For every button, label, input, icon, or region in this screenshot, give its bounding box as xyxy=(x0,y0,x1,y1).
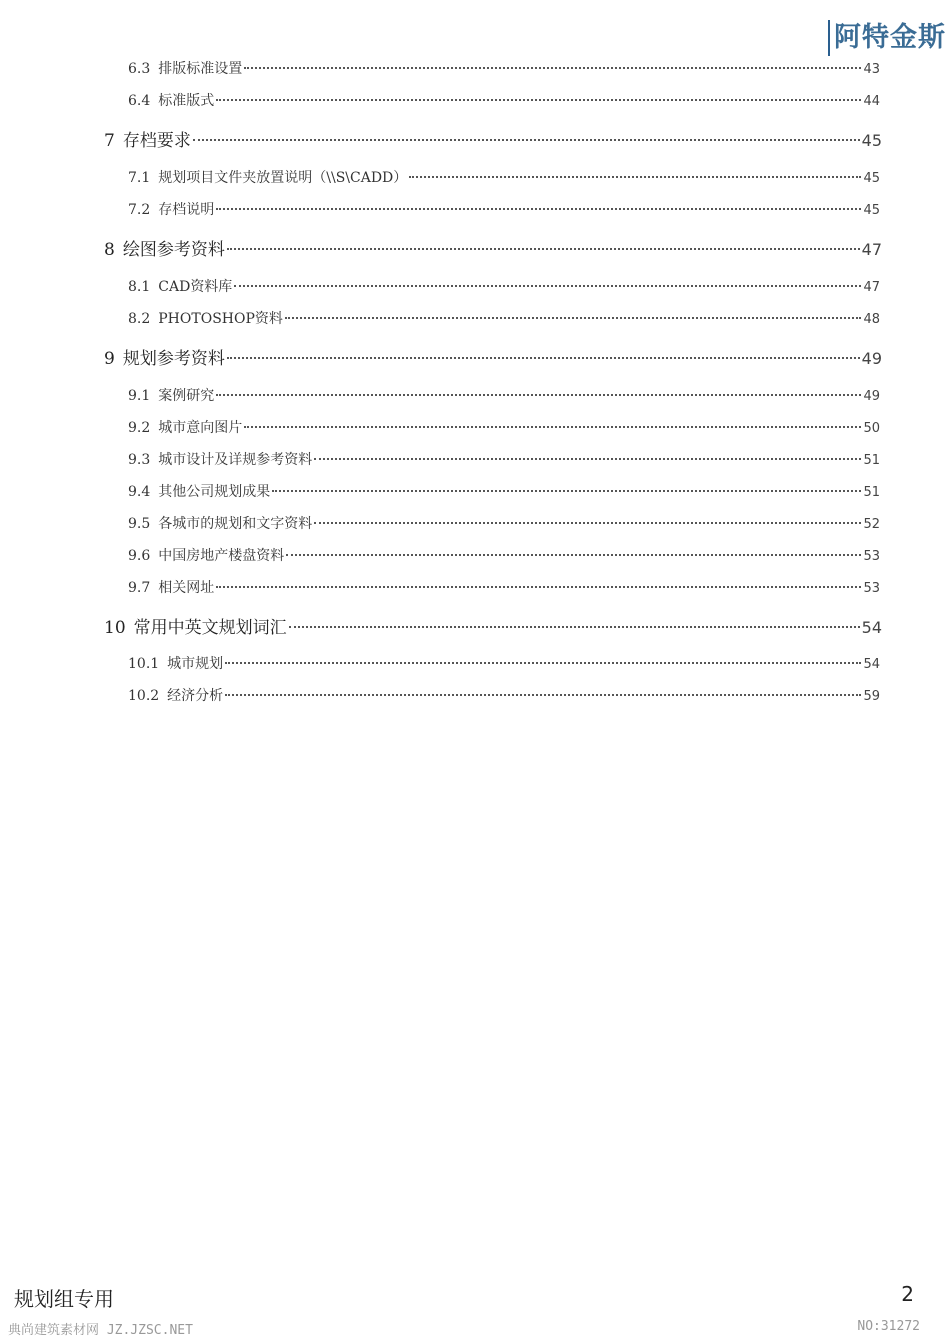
dot-leader xyxy=(216,99,861,101)
dot-leader xyxy=(314,522,861,524)
dot-leader xyxy=(216,586,861,588)
dot-leader xyxy=(216,394,861,396)
toc-entry-number: 6.4 xyxy=(128,93,151,109)
toc-entry-page: 51 xyxy=(863,485,880,500)
toc-entry-label xyxy=(128,276,232,296)
toc-entry-title: PHOTOSHOP资料 xyxy=(158,311,283,327)
toc-entry-page: 49 xyxy=(863,389,880,404)
dot-leader xyxy=(225,662,861,664)
toc-entry-title: 常用中英文规划词汇 xyxy=(133,618,287,638)
toc-entry-number: 7.2 xyxy=(128,202,151,218)
dot-leader xyxy=(285,317,862,319)
toc-entry-number: 9.6 xyxy=(128,548,151,564)
toc-section-entry[interactable] xyxy=(128,90,880,110)
dot-leader xyxy=(409,176,861,178)
toc-entry-label xyxy=(128,685,223,705)
toc-entry-page: 52 xyxy=(863,517,880,532)
toc-chapter-entry[interactable] xyxy=(104,613,882,638)
toc-entry-page: 47 xyxy=(863,280,880,295)
toc-entry-label xyxy=(128,90,214,110)
toc-section-entry[interactable] xyxy=(128,481,880,501)
toc-entry-label xyxy=(128,199,214,219)
toc-section-entry[interactable] xyxy=(128,449,880,469)
toc-entry-label xyxy=(104,613,287,638)
watermark-right: NO:31272 xyxy=(857,1319,920,1334)
toc-entry-page: 44 xyxy=(863,94,880,109)
toc-entry-title: 存档说明 xyxy=(158,202,215,218)
dot-leader xyxy=(244,426,861,428)
toc-entry-number: 7 xyxy=(104,131,115,151)
dot-leader xyxy=(289,626,860,628)
toc-entry-label xyxy=(128,417,242,437)
brand-logo: 阿特金斯 xyxy=(828,20,946,56)
toc-section-entry[interactable] xyxy=(128,167,880,187)
toc-entry-label xyxy=(104,126,191,151)
toc-entry-title: 存档要求 xyxy=(122,131,191,151)
dot-leader xyxy=(227,248,860,250)
toc-entry-title: CAD资料库 xyxy=(158,279,233,295)
dot-leader xyxy=(193,139,860,141)
toc-entry-label xyxy=(128,385,214,405)
toc-entry-page: 53 xyxy=(863,581,880,596)
toc-entry-page: 59 xyxy=(863,689,880,704)
toc-entry-title: 规划参考资料 xyxy=(122,349,225,369)
toc-entry-number: 9.1 xyxy=(128,388,151,404)
toc-entry-label xyxy=(128,167,407,187)
toc-section-entry[interactable] xyxy=(128,58,880,78)
toc-entry-number: 6.3 xyxy=(128,61,151,77)
toc-entry-page: 48 xyxy=(863,312,880,327)
toc-entry-label xyxy=(128,58,242,78)
toc-entry-title: 各城市的规划和文字资料 xyxy=(158,516,313,532)
toc-entry-label xyxy=(104,235,225,260)
toc-section-entry[interactable] xyxy=(128,385,880,405)
toc-entry-title: 城市设计及详规参考资料 xyxy=(158,452,313,468)
toc-section-entry[interactable] xyxy=(128,653,880,673)
toc-entry-page: 51 xyxy=(863,453,880,468)
toc-entry-page: 54 xyxy=(861,618,882,637)
toc-entry-label xyxy=(128,545,284,565)
toc-entry-page: 47 xyxy=(861,240,882,259)
toc-entry-label xyxy=(128,513,312,533)
toc-entry-number: 7.1 xyxy=(128,170,151,186)
toc-entry-label xyxy=(128,653,223,673)
toc-entry-label xyxy=(104,344,225,369)
toc-chapter-entry[interactable] xyxy=(104,344,882,369)
dot-leader xyxy=(314,458,861,460)
toc-entry-title: 绘图参考资料 xyxy=(122,240,225,260)
dot-leader xyxy=(227,357,860,359)
toc-section-entry[interactable] xyxy=(128,577,880,597)
toc-entry-number: 9.4 xyxy=(128,484,151,500)
toc-section-entry[interactable] xyxy=(128,199,880,219)
toc-entry-number: 9 xyxy=(104,349,115,369)
toc-entry-page: 45 xyxy=(863,203,880,218)
toc-entry-title: 城市意向图片 xyxy=(158,420,243,436)
toc-section-entry[interactable] xyxy=(128,308,880,328)
toc-entry-label xyxy=(128,481,270,501)
toc-chapter-entry[interactable] xyxy=(104,235,882,260)
toc-section-entry[interactable] xyxy=(128,276,880,296)
toc-entry-number: 9.3 xyxy=(128,452,151,468)
toc-entry-page: 54 xyxy=(863,657,880,672)
toc-section-entry[interactable] xyxy=(128,685,880,705)
toc-section-entry[interactable] xyxy=(128,545,880,565)
toc-entry-number: 9.5 xyxy=(128,516,151,532)
toc-entry-number: 8.2 xyxy=(128,311,151,327)
toc-section-entry[interactable] xyxy=(128,417,880,437)
toc-section-entry[interactable] xyxy=(128,513,880,533)
toc-entry-title: 案例研究 xyxy=(158,388,215,404)
dot-leader xyxy=(234,285,861,287)
watermark-left: 典尚建筑素材网 JZ.JZSC.NET xyxy=(8,1323,193,1338)
toc-entry-title: 城市规划 xyxy=(167,656,224,672)
toc-entry-title: 规划项目文件夹放置说明（\\S\CADD） xyxy=(158,170,408,186)
toc-entry-title: 经济分析 xyxy=(167,688,224,704)
toc-entry-number: 10 xyxy=(104,618,126,638)
toc-entry-number: 8 xyxy=(104,240,115,260)
toc-entry-number: 8.1 xyxy=(128,279,151,295)
dot-leader xyxy=(244,67,861,69)
toc-chapter-entry[interactable] xyxy=(104,126,882,151)
toc-entry-page: 50 xyxy=(863,421,880,436)
toc-entry-title: 排版标准设置 xyxy=(158,61,243,77)
dot-leader xyxy=(216,208,861,210)
toc-entry-number: 9.2 xyxy=(128,420,151,436)
toc-entry-number: 10.1 xyxy=(128,656,160,672)
dot-leader xyxy=(272,490,861,492)
toc-entry-title: 标准版式 xyxy=(158,93,215,109)
toc-entry-label xyxy=(128,577,214,597)
toc-entry-number: 10.2 xyxy=(128,688,160,704)
toc-entry-number: 9.7 xyxy=(128,580,151,596)
toc-entry-title: 其他公司规划成果 xyxy=(158,484,271,500)
toc-entry-label xyxy=(128,449,312,469)
toc-entry-label xyxy=(128,308,283,328)
toc-entry-title: 中国房地产楼盘资料 xyxy=(158,548,285,564)
dot-leader xyxy=(286,554,861,556)
toc-entry-title: 相关网址 xyxy=(158,580,215,596)
toc-entry-page: 53 xyxy=(863,549,880,564)
toc-entry-page: 49 xyxy=(861,349,882,368)
dot-leader xyxy=(225,694,861,696)
toc-entry-page: 45 xyxy=(861,131,882,150)
page-number: 2 xyxy=(901,1282,914,1306)
toc-entry-page: 43 xyxy=(863,62,880,77)
footer-label: 规划组专用 xyxy=(14,1287,114,1311)
toc-entry-page: 45 xyxy=(863,171,880,186)
